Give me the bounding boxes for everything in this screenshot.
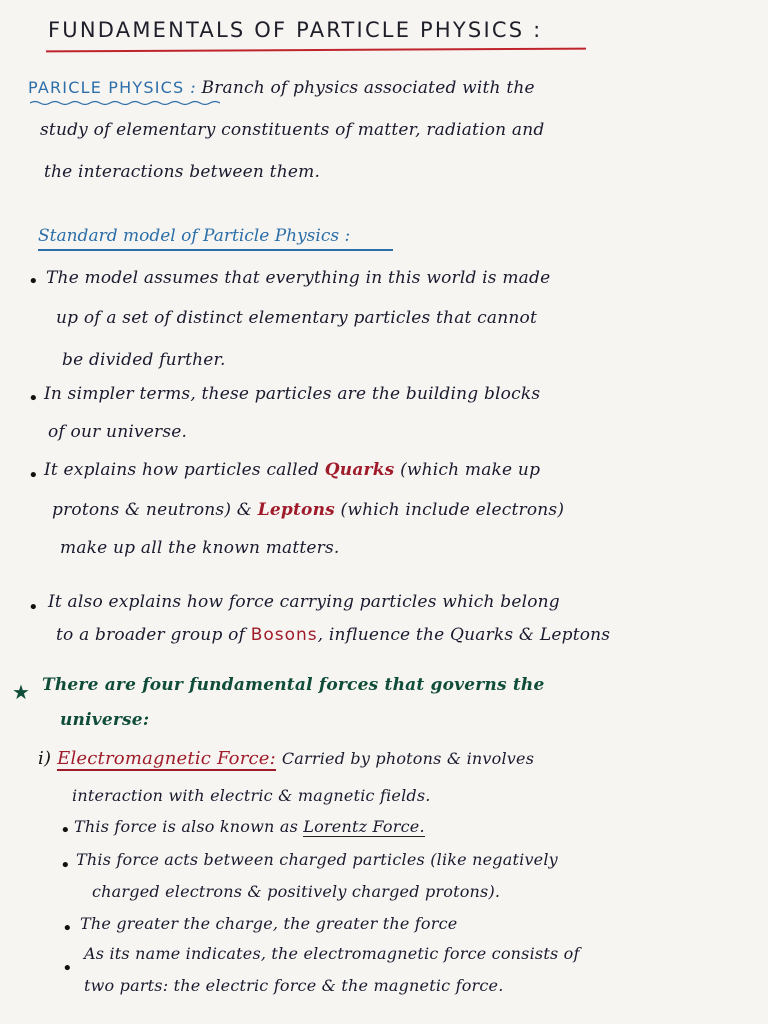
em-number: i) [38,748,52,769]
sm-bullet3-text-a: It explains how particles called [44,460,320,480]
em-sub4-line2: two parts: the electric force & the magnetic force. [84,976,504,995]
sm-bullet2-line1: In simpler terms, these particles are the building blocks [44,384,541,404]
bullet-dot: • [28,597,39,618]
em-carried-by: Carried by photons & involves [281,749,535,768]
sm-bullet4-line1: It also explains how force carrying particles which belong [48,592,560,612]
star-bullet-icon: ★ [12,680,30,704]
sm-bullet3-line2 [52,500,564,520]
definition-separator: : [189,78,196,98]
lorentz-force-term: Lorentz Force. [303,817,425,836]
sm-bullet4-line2 [56,625,610,645]
em-sub2-line2: charged electrons & positively charged protons). [92,882,501,901]
sm-bullet3-line3: make up all the known matters. [60,538,340,558]
sm-bullet2-line2: of our universe. [48,422,188,442]
bullet-dot: • [60,820,71,841]
quarks-term: Quarks [324,460,395,480]
bullet-dot: • [62,958,73,979]
definition-term-wavy-underline [30,100,220,106]
definition-line-1 [28,78,535,98]
forces-intro-line2: universe: [60,710,150,730]
sm-bullet4-text-a: to a broader group of [56,625,246,645]
em-sub2-line1: This force acts between charged particles (like negatively [76,850,558,869]
em-force-name: Electromagnetic Force: [57,748,276,769]
bosons-term: Bosons [250,625,318,645]
sm-bullet3-text-b: (which make up [400,460,541,480]
definition-text-1: Branch of physics associated with the [201,78,535,98]
em-sub1-text: This force is also known as [74,817,298,836]
sm-bullet3-text-d: (which include electrons) [340,500,565,520]
bullet-dot: • [62,918,73,939]
bullet-dot: • [28,271,39,292]
em-sub4-line1: As its name indicates, the electromagnetic force consists of [84,944,580,963]
definition-term: PARICLE PHYSICS [28,78,185,97]
bullet-dot: • [28,465,39,486]
page-title: FUNDAMENTALS OF PARTICLE PHYSICS : [48,18,543,42]
title-underline [46,48,586,53]
sm-bullet1-line3: be divided further. [62,350,226,370]
standard-model-underline [38,249,393,251]
forces-intro-line1: There are four fundamental forces that governs the [42,675,545,695]
sm-bullet4-text-b: , influence the Quarks & Leptons [317,625,611,645]
definition-text-3: the interactions between them. [44,162,321,182]
sm-bullet3-line1 [44,460,540,480]
sm-bullet1-line1: The model assumes that everything in this world is made [46,268,551,288]
em-heading-line [38,748,534,769]
standard-model-heading: Standard model of Particle Physics : [38,226,351,246]
em-sub3: The greater the charge, the greater the force [80,914,458,933]
sm-bullet3-text-c: protons & neutrons) & [52,500,253,520]
sm-bullet1-line2: up of a set of distinct elementary particles that cannot [56,308,537,328]
bullet-dot: • [60,855,71,876]
definition-text-2: study of elementary constituents of matter, radiation and [40,120,545,140]
em-line2: interaction with electric & magnetic fields. [72,786,431,805]
em-sub1 [74,817,425,836]
bullet-dot: • [28,388,39,409]
leptons-term: Leptons [257,500,335,520]
